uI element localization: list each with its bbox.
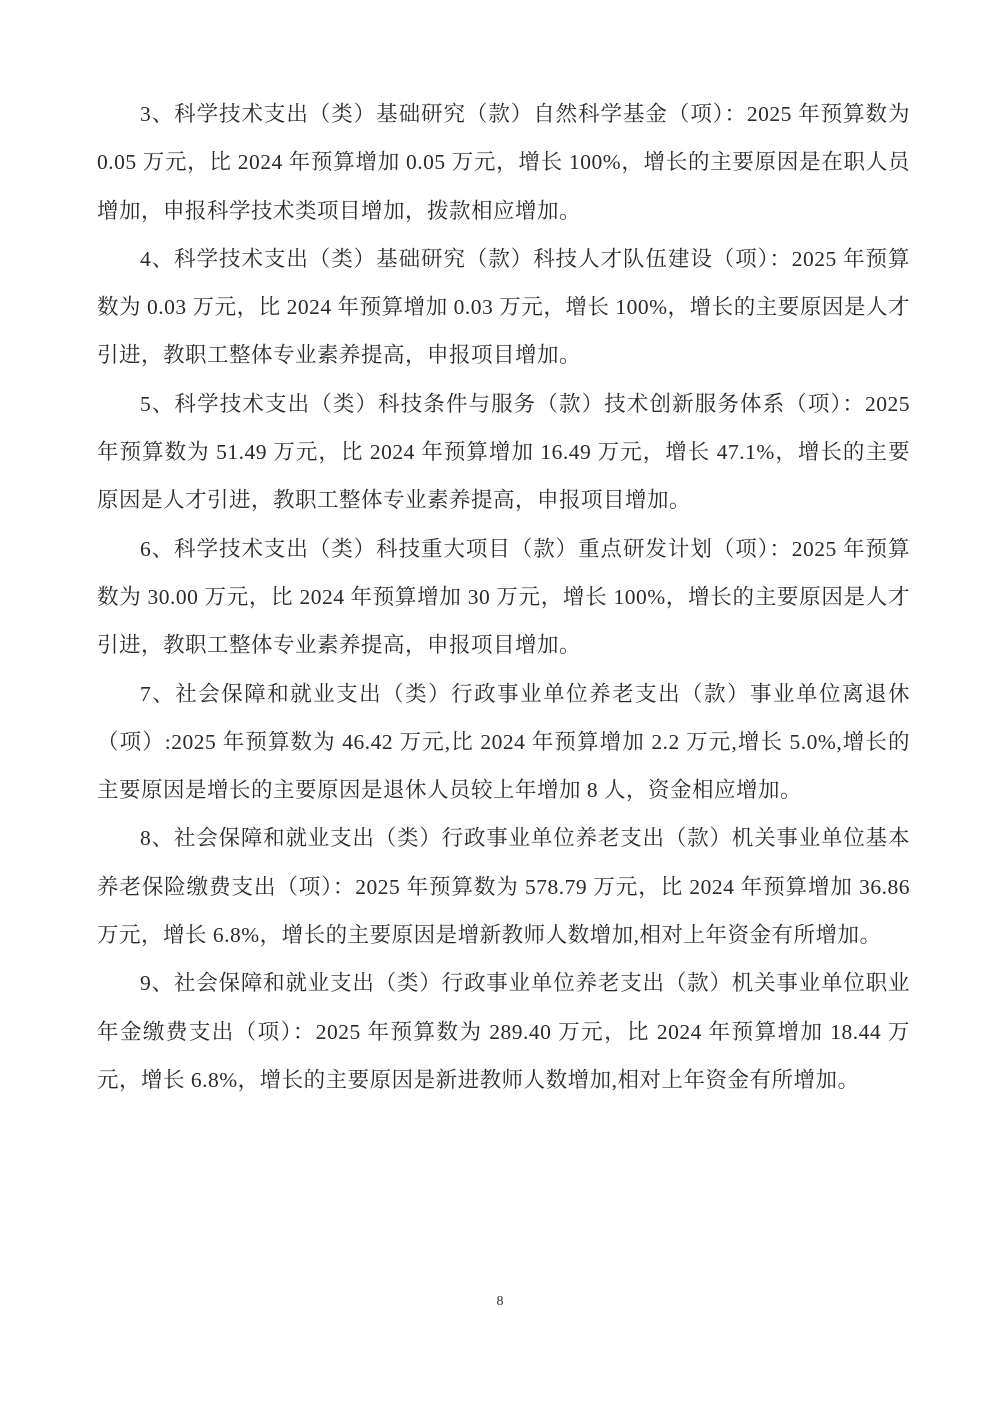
document-body [97,90,910,1104]
paragraph-item-9: 9、社会保障和就业支出（类）行政事业单位养老支出（款）机关事业单位职业年金缴费支出（项）：2025 年预算数为 289.40 万元，比 2024 年预算增加 18.44 万元，增长 6.8%，增长的主要原因是新进教师人数增加,相对上年资金有所增加。 [97,971,910,1092]
page-number: 8 [496,1294,504,1309]
paragraph-item-6: 6、科学技术支出（类）科技重大项目（款）重点研发计划（项）：2025 年预算数为 30.00 万元，比 2024 年预算增加 30 万元，增长 100%，增长的主要原因是人才引进，教职工整体专业素养提高，申报项目增加。 [97,536,910,658]
paragraph-item-3: 3、科学技术支出（类）基础研究（款）自然科学基金（项）：2025 年预算数为 0.05 万元，比 2024 年预算增加 0.05 万元，增长 100%，增长的主要原因是在职人员增加，申报科学技术类项目增加，拨款相应增加。 [97,102,910,223]
paragraph-item-5: 5、科学技术支出（类）科技条件与服务（款）技术创新服务体系（项）：2025 年预算数为 51.49 万元，比 2024 年预算增加 16.49 万元，增长 47.1%，增长的主要原因是人才引进，教职工整体专业素养提高，申报项目增加。 [97,391,910,513]
paragraph-item-8: 8、社会保障和就业支出（类）行政事业单位养老支出（款）机关事业单位基本养老保险缴费支出（项）：2025 年预算数为 578.79 万元，比 2024 年预算增加 36.86 万元，增长 6.8%，增长的主要原因是增新教师人数增加,相对上年资金有所增加。 [97,826,910,948]
paragraph-item-4: 4、科学技术支出（类）基础研究（款）科技人才队伍建设（项）：2025 年预算数为 0.03 万元，比 2024 年预算增加 0.03 万元，增长 100%，增长的主要原因是人才引进，教职工整体专业素养提高，申报项目增加。 [97,246,910,368]
paragraph-item-7: 7、社会保障和就业支出（类）行政事业单位养老支出（款）事业单位离退休（项）:2025 年预算数为 46.42 万元,比 2024 年预算增加 2.2 万元,增长 5.0%,增长的主要原因是增长的主要原因是退休人员较上年增加 8 人，资金相应增加。 [97,681,910,803]
